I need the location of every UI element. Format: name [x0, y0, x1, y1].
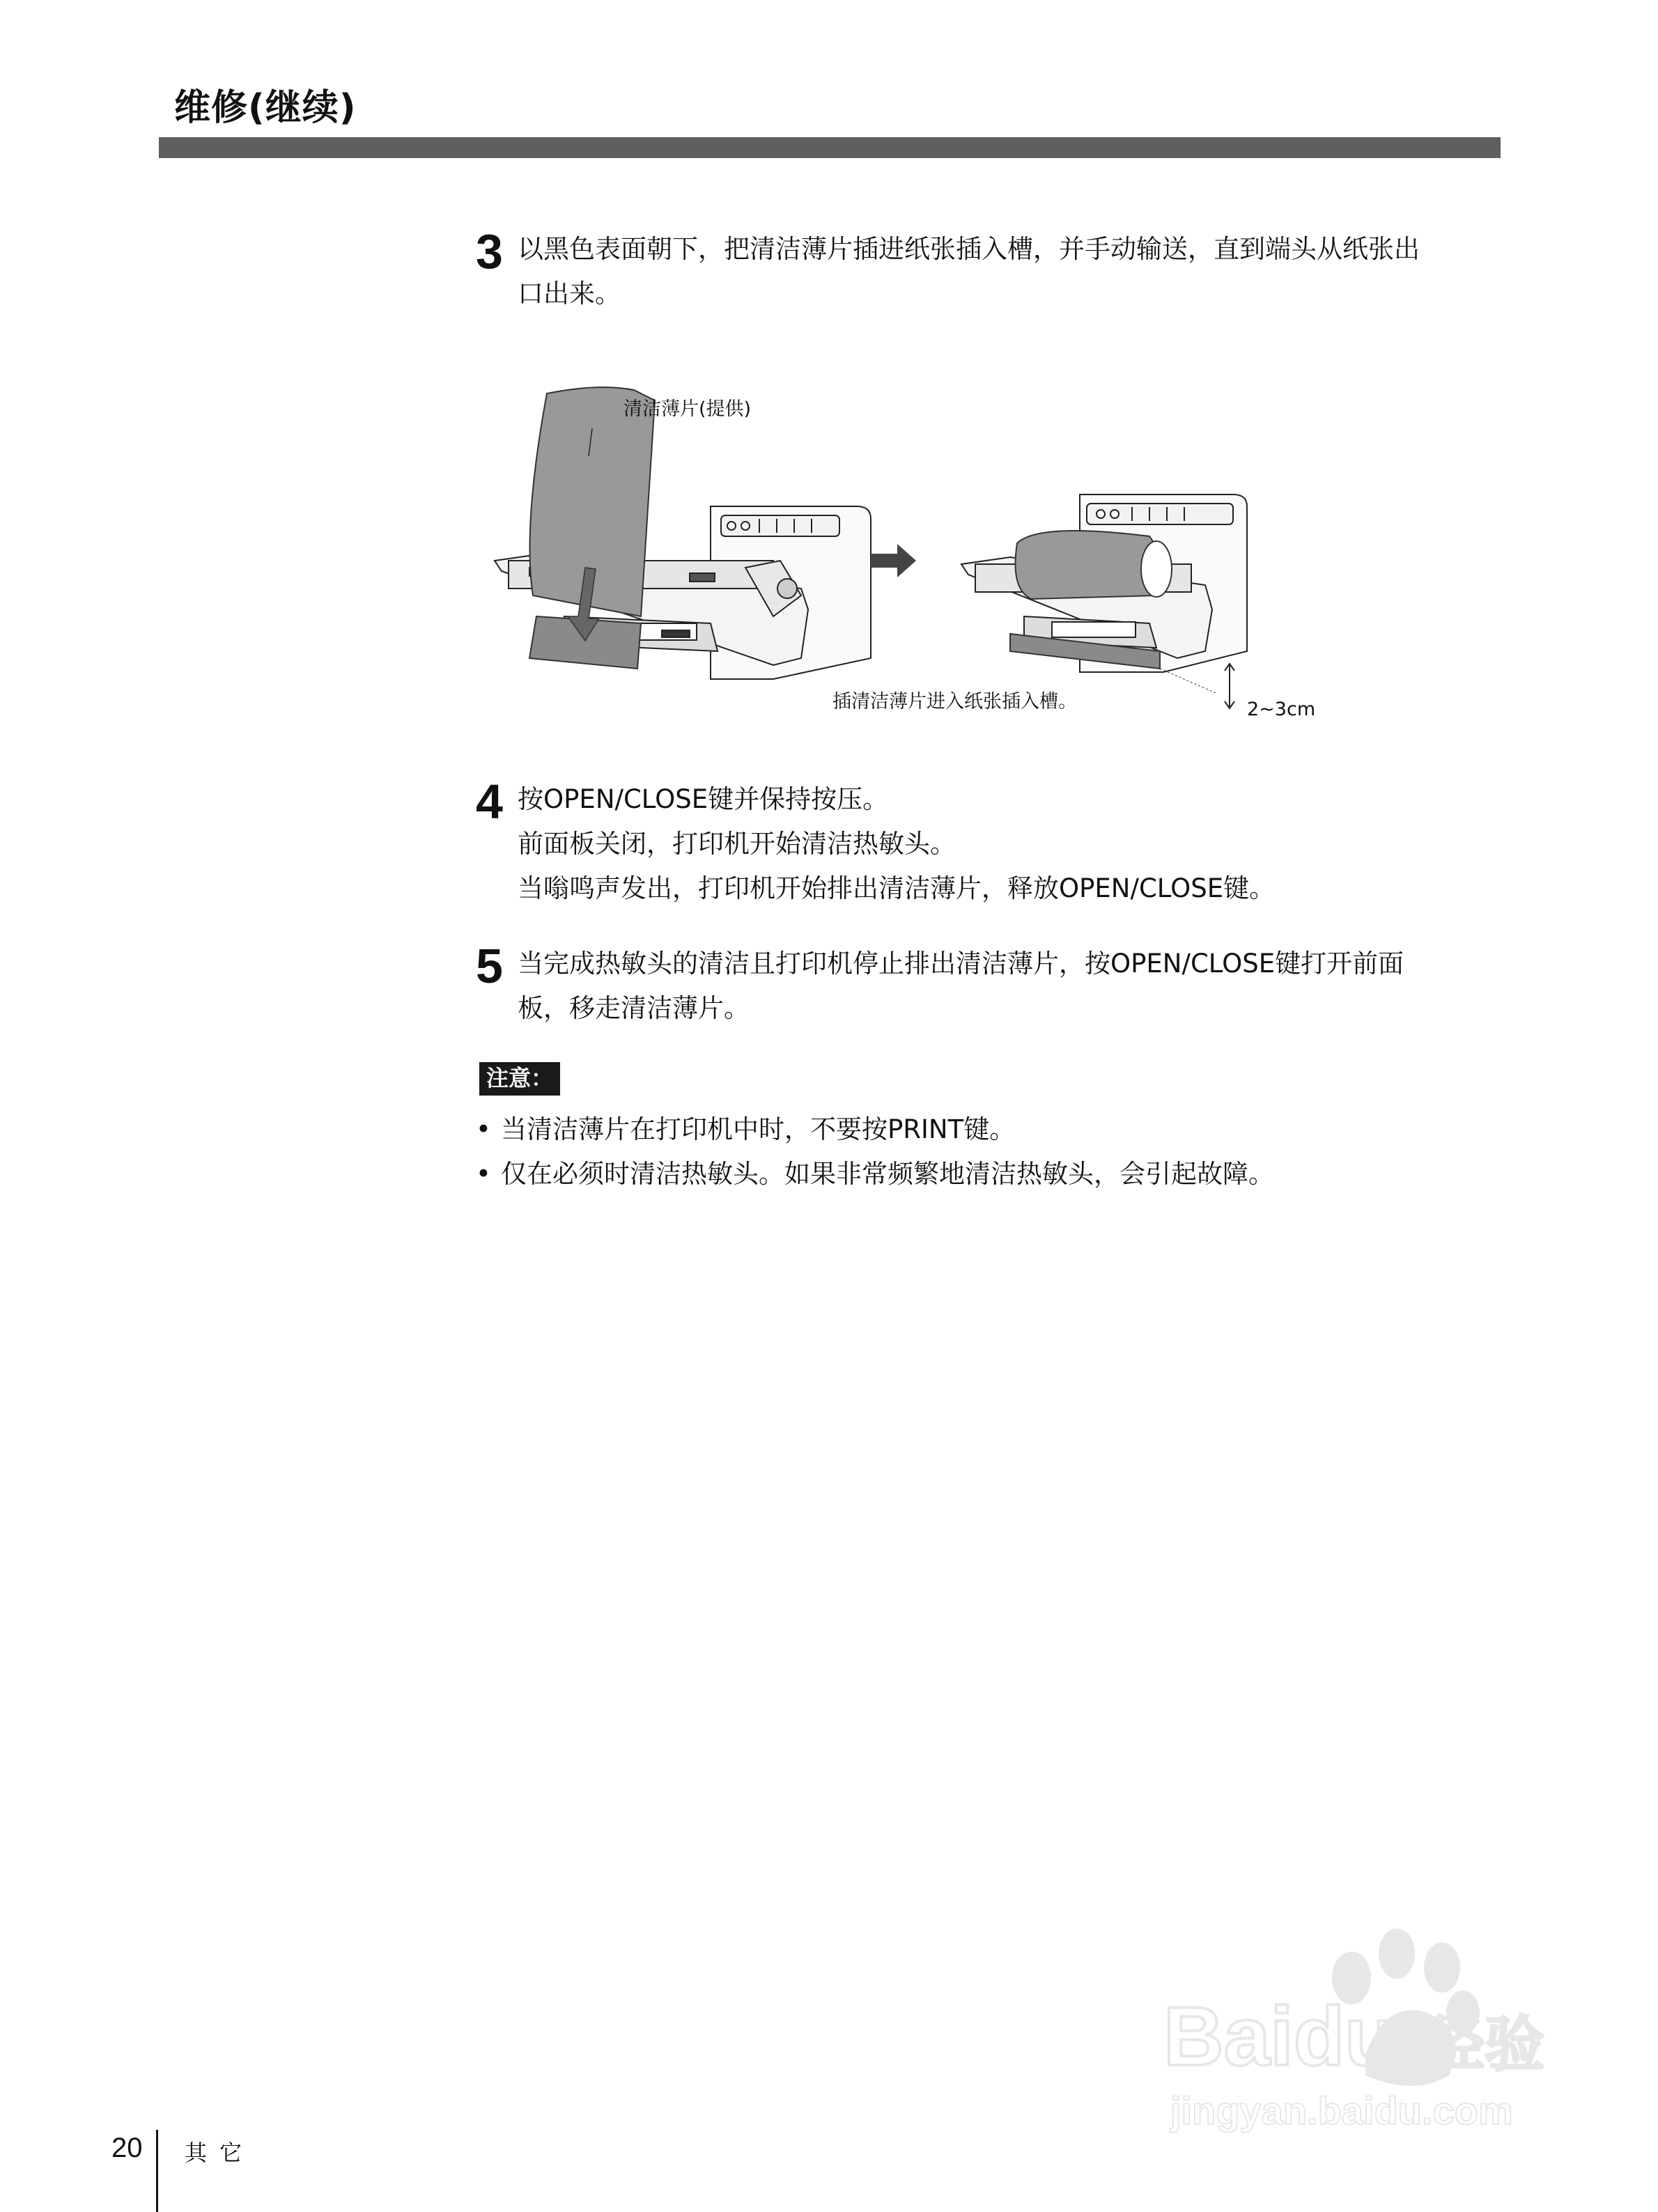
step-line: 以黑色表面朝下，把清洁薄片插进纸张插入槽，并手动输送，直到端头从纸张出 — [518, 234, 1420, 264]
watermark-brand-cn: 经验 — [1425, 2010, 1544, 2080]
cleaning-sheet-roll-icon — [1016, 531, 1159, 599]
arrow-right-icon — [871, 544, 916, 577]
step-line: 当嗡鸣声发出，打印机开始排出清洁薄片，释放OPEN/CLOSE键。 — [518, 873, 1276, 903]
bullet-icon: • — [476, 1114, 491, 1144]
page-title: 维修(继续) — [174, 87, 357, 129]
watermark-brand: Baidu — [1163, 1990, 1396, 2083]
note-item — [476, 1107, 1486, 1152]
cleaning-sheet-label: 清洁薄片(提供) — [623, 398, 752, 420]
note-list — [476, 1107, 1486, 1197]
step-number: 5 — [476, 939, 503, 993]
page-number: 20 — [111, 2133, 143, 2163]
step-number: 3 — [476, 224, 503, 279]
step-text — [518, 227, 1500, 316]
note-badge: 注意： — [479, 1062, 560, 1096]
header-divider-bar — [159, 137, 1501, 158]
step-line: 前面板关闭，打印机开始清洁热敏头。 — [518, 829, 956, 859]
watermark-url: jingyan.baidu.com — [1170, 2089, 1513, 2133]
step-line: 按OPEN/CLOSE键并保持按压。 — [518, 784, 889, 814]
step-number: 4 — [476, 774, 503, 829]
step-text — [518, 942, 1500, 1031]
footer-divider — [156, 2130, 158, 2212]
step-text — [518, 777, 1500, 911]
insert-instruction-label: 插清洁薄片进入纸张插入槽。 — [832, 691, 1077, 712]
baidu-watermark-logo — [1156, 1915, 1574, 2145]
bullet-icon: • — [476, 1159, 491, 1189]
step-line: 板，移走清洁薄片。 — [518, 993, 750, 1023]
section-name: 其它 — [185, 2140, 255, 2166]
note-item-text: 仅在必须时清洁热敏头。如果非常频繁地清洁热敏头，会引起故障。 — [501, 1159, 1274, 1189]
note-item-text: 当清洁薄片在打印机中时，不要按PRINT键。 — [501, 1114, 1016, 1144]
gap-distance-label: 2~3cm — [1247, 699, 1316, 720]
note-item — [476, 1152, 1486, 1197]
step-line: 当完成热敏头的清洁且打印机停止排出清洁薄片，按OPEN/CLOSE键打开前面 — [518, 949, 1404, 979]
printer-cleaning-illustration — [481, 387, 1386, 749]
step-line: 口出来。 — [518, 279, 621, 309]
